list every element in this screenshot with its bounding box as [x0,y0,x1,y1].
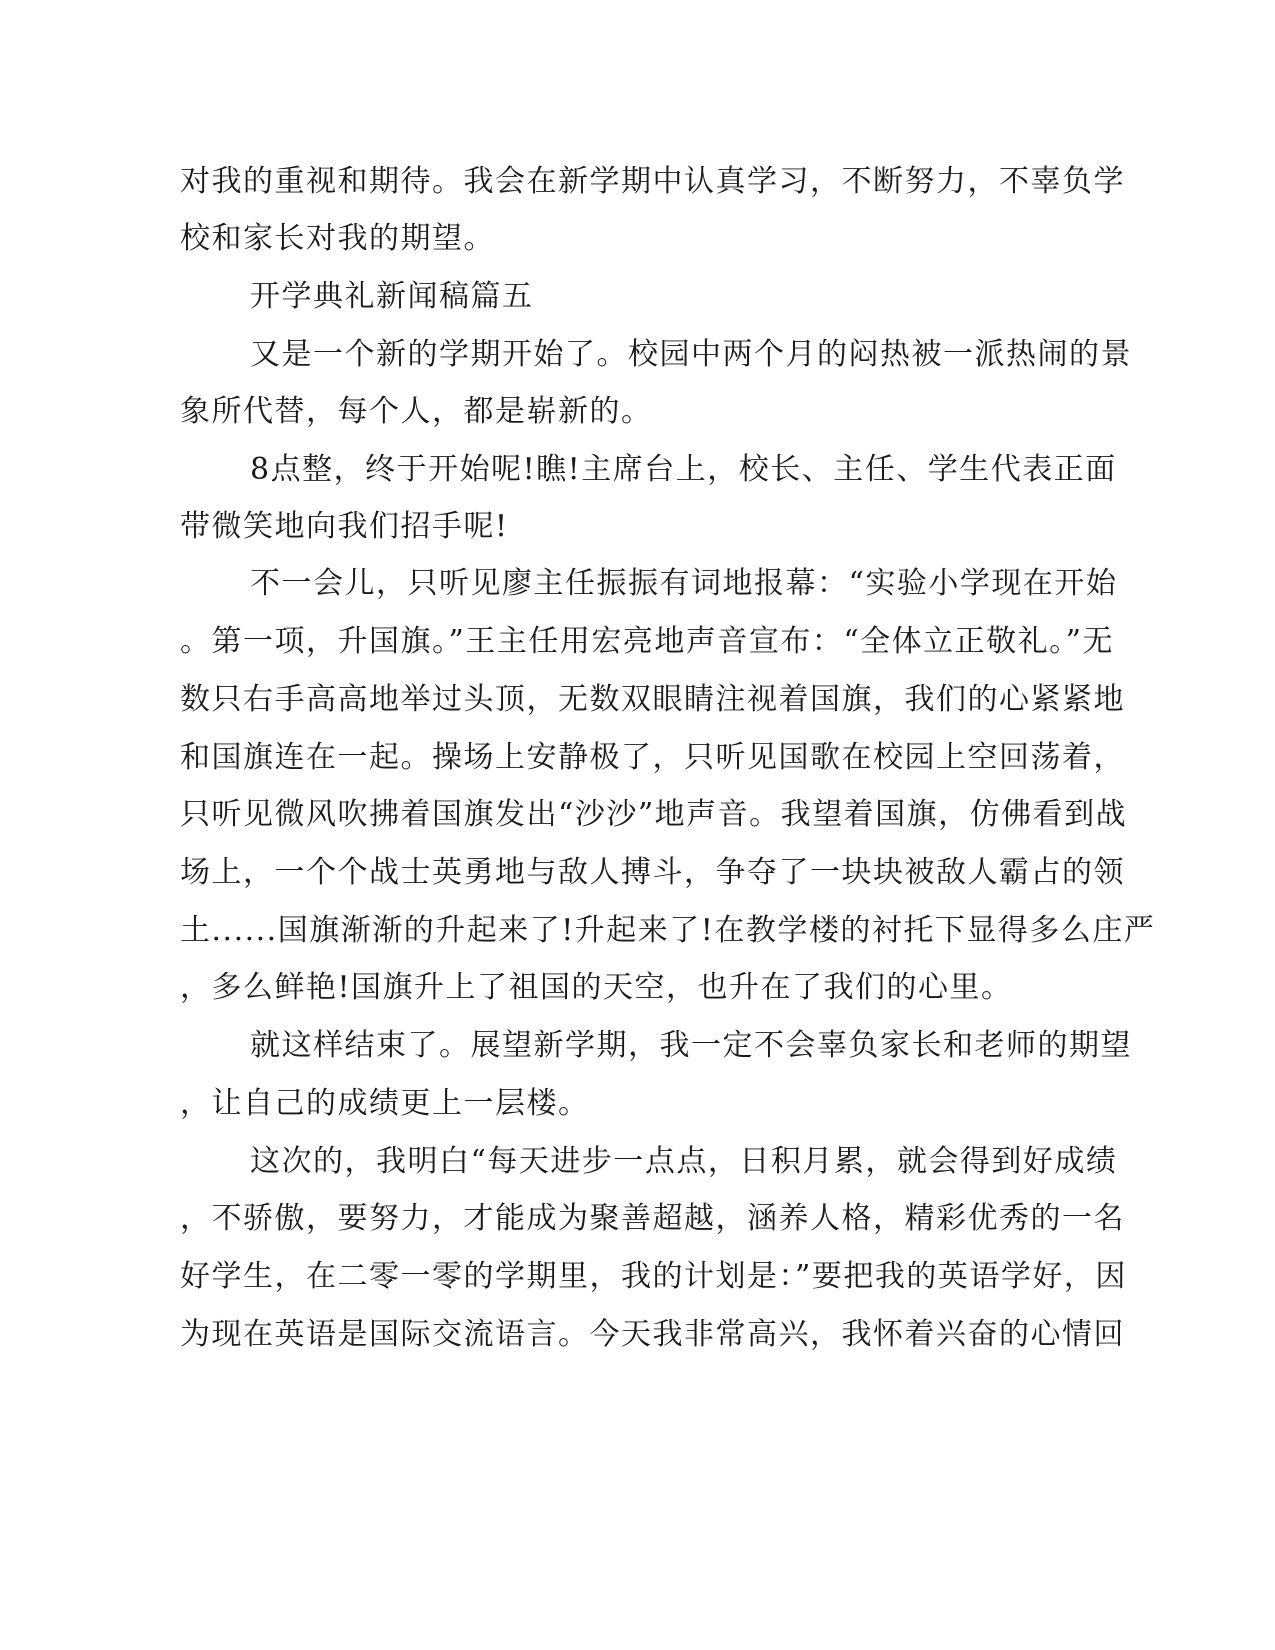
paragraph-line: 8点整，终于开始呢!瞧!主席台上，校长、主任、学生代表正面 [250,452,1117,487]
section-heading: 开学典礼新闻稿篇五 [250,279,534,314]
paragraph-line: 带微笑地向我们招手呢! [180,509,509,544]
paragraph-line: 象所代替，每个人，都是崭新的。 [180,394,653,429]
paragraph-line: 数只右手高高地举过头顶，无数双眼睛注视着国旗，我们的心紧紧地 [180,682,1125,717]
paragraph-line: 只听见微风吹拂着国旗发出“沙沙”地声音。我望着国旗，仿佛看到战 [180,797,1128,832]
paragraph-line: 又是一个新的学期开始了。校园中两个月的闷热被一派热闹的景 [250,337,1132,372]
paragraph-line: 和国旗连在一起。操场上安静极了，只听见国歌在校园上空回荡着， [180,740,1125,775]
paragraph-line: 这次的，我明白“每天进步一点点，日积月累，就会得到好成绩 [250,1144,1118,1179]
paragraph-line: ，不骄傲，要努力，才能成为聚善超越，涵养人格，精彩优秀的一名 [180,1201,1125,1236]
paragraph-line: 校和家长对我的期望。 [180,221,495,256]
paragraph-line: 不一会儿，只听见廖主任振振有词地报幕：“实验小学现在开始 [250,566,1118,601]
paragraph-line: 。第一项，升国旗。”王主任用宏亮地声音宣布：“全体立正敬礼。”无 [180,624,1115,659]
paragraph-line: 为现在英语是国际交流语言。今天我非常高兴，我怀着兴奋的心情回 [180,1317,1125,1352]
paragraph-line: 就这样结束了。展望新学期，我一定不会辜负家长和老师的期望 [250,1028,1132,1063]
paragraph-line: 好学生，在二零一零的学期里，我的计划是：”要把我的英语学好，因 [180,1259,1127,1294]
paragraph-line: ，多么鲜艳!国旗升上了祖国的天空，也升在了我们的心里。 [180,970,1013,1005]
paragraph-line: 对我的重视和期待。我会在新学期中认真学习，不断努力，不辜负学 [180,164,1125,199]
paragraph-line: ，让自己的成绩更上一层楼。 [180,1086,590,1121]
paragraph-line: 土......国旗渐渐的升起来了!升起来了!在教学楼的衬托下显得多么庄严 [180,913,1156,948]
paragraph-line: 场上，一个个战士英勇地与敌人搏斗，争夺了一块块被敌人霸占的领 [180,855,1125,890]
